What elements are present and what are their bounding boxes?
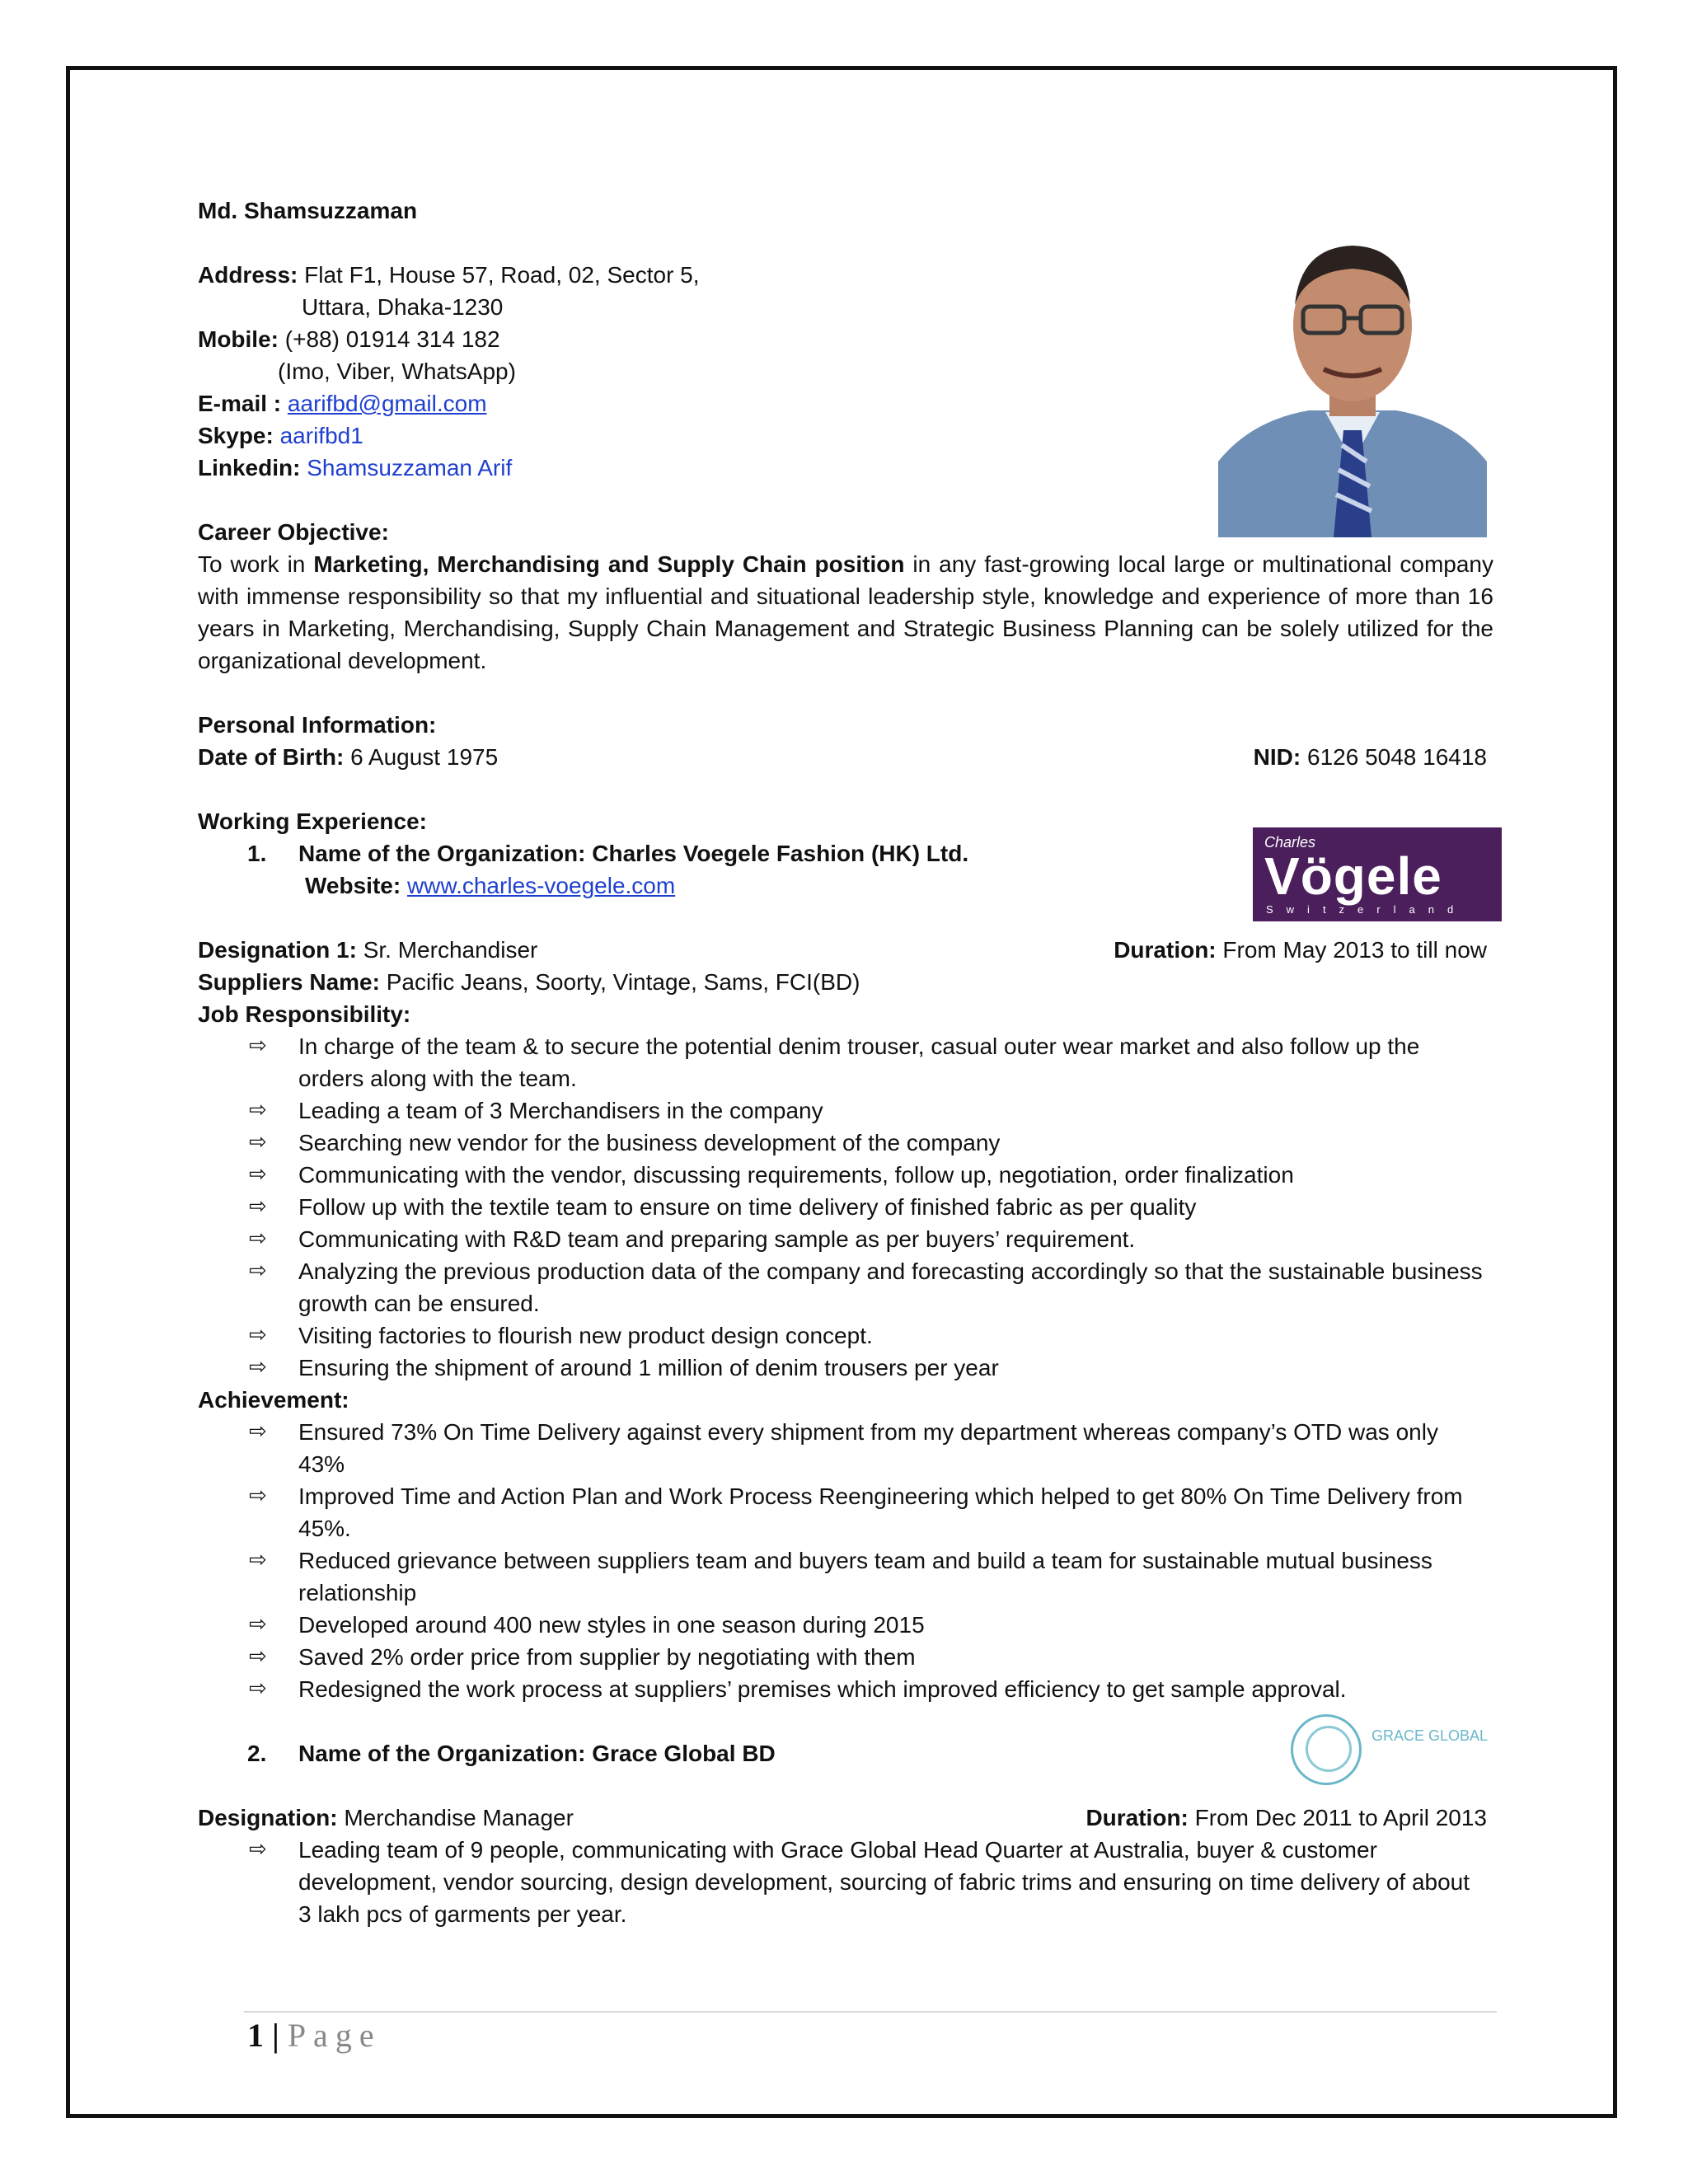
list-item: ⇨ Reduced grievance between suppliers team and buyers team and build a team for sustainable mutual business relationship [198,1544,1493,1609]
job-responsibility-list [198,1030,1493,1384]
org2-designation-row [198,1802,1493,1834]
list-item: ⇨ Follow up with the textile team to ensure on time delivery of finished fabric as per quality [198,1191,1493,1223]
org2-designation: Designation: Merchandise Manager [198,1805,574,1830]
list-item: ⇨ Ensuring the shipment of around 1 million of denim trousers per year [198,1352,1493,1384]
arrow-icon: ⇨ [249,1644,267,1669]
page-number: 1 [247,2017,264,2054]
org1-suppliers: Suppliers Name: Pacific Jeans, Soorty, Vintage, Sams, FCI(BD) [198,969,860,995]
arrow-icon: ⇨ [249,1226,267,1251]
list-item: ⇨ Saved 2% order price from supplier by negotiating with them [198,1641,1493,1673]
arrow-icon: ⇨ [249,1355,267,1380]
logo-charles-text: Charles [1264,834,1316,851]
org2-duration: Duration: From Dec 2011 to April 2013 [1085,1805,1487,1830]
page-footer [247,2014,382,2057]
list-item: ⇨ Developed around 400 new styles in one season during 2015 [198,1609,1493,1641]
achievement-list [198,1416,1493,1705]
candidate-name: Md. Shamsuzzaman [198,198,418,223]
address-line2: Uttara, Dhaka-1230 [302,294,504,320]
career-objective-text: To work in Marketing, Merchandising and Supply Chain position in any fast-growing local large or multinational company with immense responsibility so that my influential and situational leadership style, knowledge and experience of more than 16 years in Marketing, Merchandising, Supply Chain Management and Strategic Business Planning can be solely utilized for the organizational development. [198,551,1493,673]
resume-content [198,194,1493,1930]
org1-website-link[interactable]: www.charles-voegele.com [406,873,676,898]
arrow-icon: ⇨ [249,1837,267,1862]
skype-id: aarifbd1 [279,423,363,448]
skype: Skype: aarifbd1 [198,423,363,448]
org1-title: 1. Name of the Organization: Charles Voegele Fashion (HK) Ltd. [247,841,969,866]
org1-designation-row [198,934,1493,966]
list-item: ⇨ Communicating with the vendor, discussing requirements, follow up, negotiation, order finalization [198,1159,1493,1191]
achievement-heading: Achievement: [198,1387,349,1413]
org1-duration: Duration: From May 2013 to till now [1114,937,1487,963]
list-item: ⇨ Analyzing the previous production data of the company and forecasting accordingly so that the sustainable business growth can be ensured. [198,1255,1493,1319]
footer-separator: | [264,2017,288,2054]
list-item: ⇨ Ensured 73% On Time Delivery against every shipment from my department whereas company’s OTD was only 43% [198,1416,1493,1480]
page-word: Page [287,2017,382,2054]
date-of-birth: Date of Birth: 6 August 1975 [198,744,499,770]
linkedin: Linkedin: Shamsuzzaman Arif [198,455,513,480]
arrow-icon: ⇨ [249,1130,267,1155]
arrow-icon: ⇨ [249,1676,267,1701]
personal-info-heading: Personal Information: [198,712,437,738]
org1-website: Website: www.charles-voegele.com [305,873,676,898]
mobile-apps: (Imo, Viber, WhatsApp) [278,359,516,384]
arrow-icon: ⇨ [249,1194,267,1219]
list-item: ⇨ Improved Time and Action Plan and Work Process Reengineering which helped to get 80% On Time Delivery from 45%. [198,1480,1493,1544]
list-item: ⇨ Visiting factories to flourish new product design concept. [198,1319,1493,1352]
nid: NID: 6126 5048 16418 [1253,744,1487,770]
arrow-icon: ⇨ [249,1162,267,1187]
arrow-icon: ⇨ [249,1098,267,1122]
arrow-icon: ⇨ [249,1323,267,1347]
arrow-icon: ⇨ [249,1419,267,1444]
arrow-icon: ⇨ [249,1612,267,1637]
career-objective-heading: Career Objective: [198,519,389,545]
list-item: ⇨ Leading team of 9 people, communicating with Grace Global Head Quarter at Australia, buyer & customer development, vendor sourcing, design development, sourcing of fabric trims and ensuring on time delivery of about 3 lakh pcs of garments per year. [198,1834,1493,1930]
list-item: ⇨ Searching new vendor for the business development of the company [198,1127,1493,1159]
org2-title: 2. Name of the Organization: Grace Global BD [247,1741,776,1766]
address: Address: Flat F1, House 57, Road, 02, Sector 5, [198,262,700,288]
working-experience-heading: Working Experience: [198,808,428,834]
list-item: ⇨ Redesigned the work process at suppliers’ premises which improved efficiency to get sample approval. [198,1673,1493,1705]
arrow-icon: ⇨ [249,1033,267,1058]
email: E-mail : aarifbd@gmail.com [198,391,487,416]
list-item: ⇨ In charge of the team & to secure the potential denim trouser, casual outer wear market and also follow up the orders along with the team. [198,1030,1493,1094]
arrow-icon: ⇨ [249,1258,267,1283]
list-item: ⇨ Leading a team of 3 Merchandisers in the company [198,1094,1493,1127]
arrow-icon: ⇨ [249,1548,267,1572]
linkedin-name: Shamsuzzaman Arif [307,455,513,480]
org1-designation: Designation 1: Sr. Merchandiser [198,937,538,963]
logo-voegele-text: Vögele [1264,846,1442,906]
arrow-icon: ⇨ [249,1483,267,1508]
personal-info-row [198,741,1493,773]
list-item: ⇨ Communicating with R&D team and preparing sample as per buyers’ requirement. [198,1223,1493,1255]
job-responsibility-heading: Job Responsibility: [198,1001,411,1027]
logo-switzerland-text: Switzerland [1266,903,1467,916]
mobile: Mobile: (+88) 01914 314 182 [198,326,500,352]
email-link[interactable]: aarifbd@gmail.com [287,391,487,416]
footer-divider [244,2011,1497,2013]
grace-global-logo-text: GRACE GLOBAL [1372,1727,1489,1744]
org2-list [198,1834,1493,1930]
